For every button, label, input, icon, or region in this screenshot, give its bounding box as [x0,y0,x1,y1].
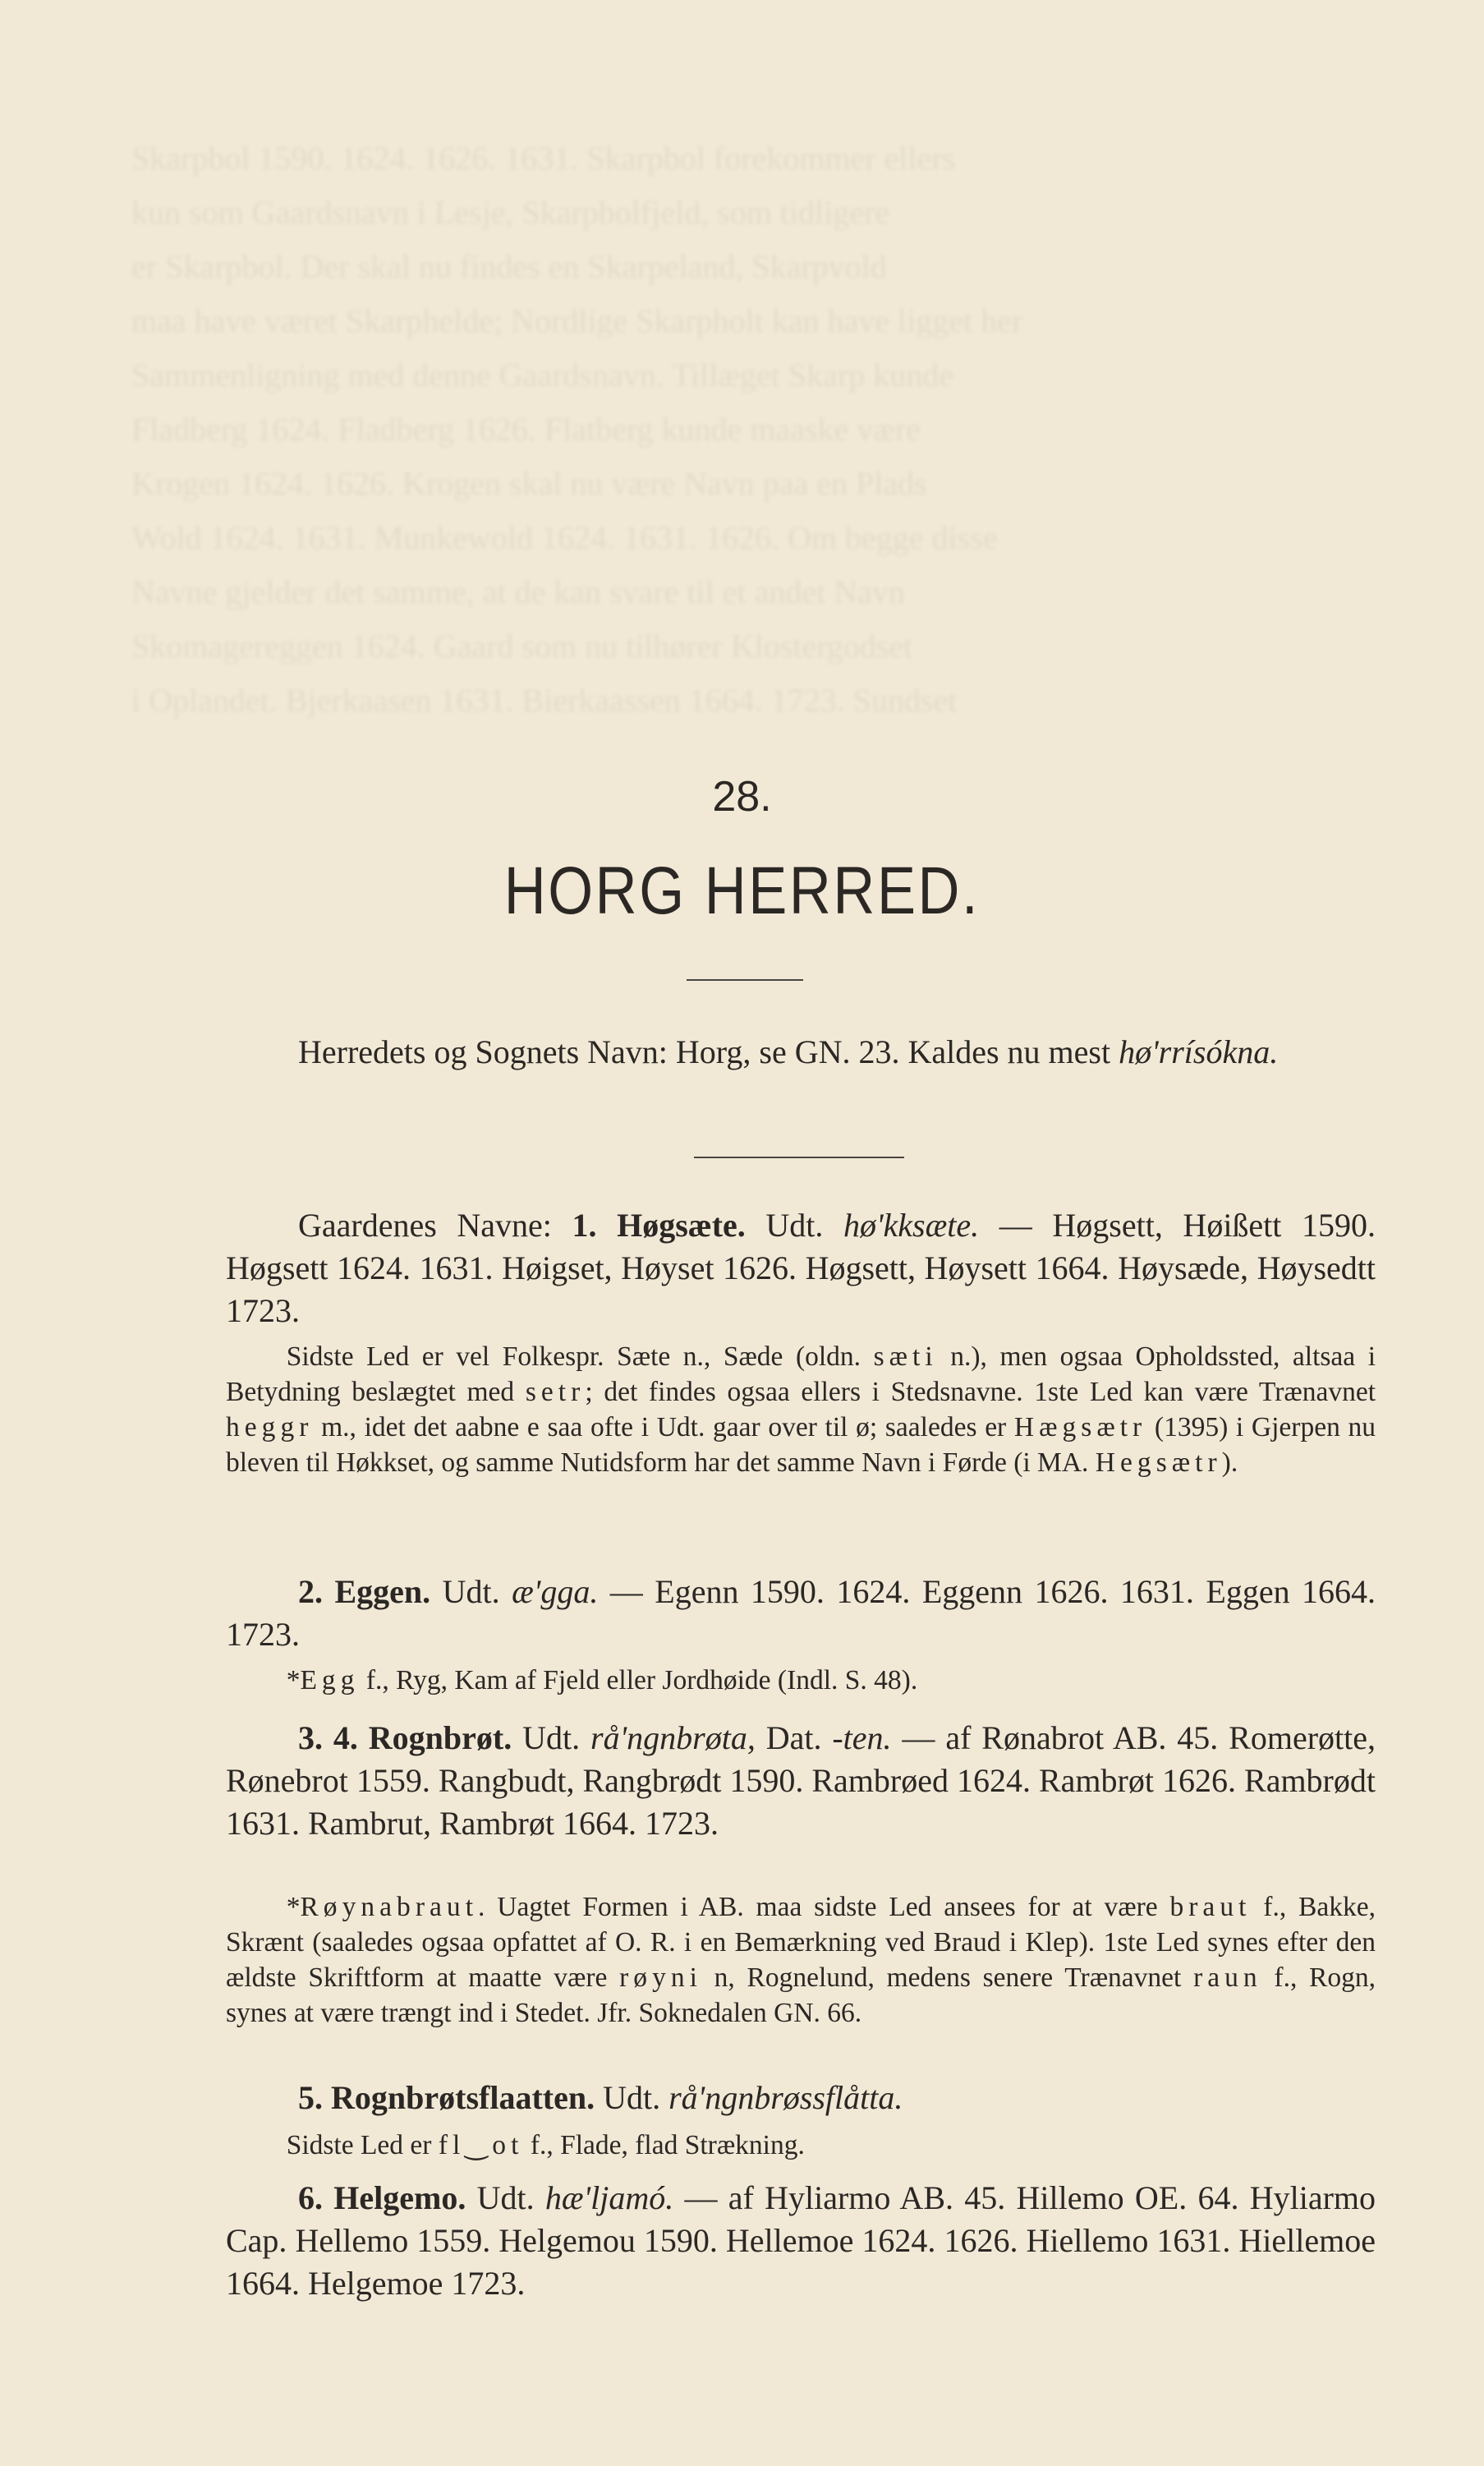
farm-name: Høgsæte. [617,1207,746,1244]
historic-forms: — Høgsett, Høißett 1590. Høgsett 1624. 1631. Høigset, Høyset 1626. Høgsett, Høysett 1664. Høysæde, Høysedtt 1723. [226,1207,1376,1329]
udt-label: Udt. [476,2179,535,2216]
section-divider [694,1157,904,1158]
entry-number: 2. [298,1573,323,1610]
spaced-term: Hægsætr [1013,1412,1147,1442]
udt-label: Udt. [522,1719,581,1756]
farm-name: Rognbrøt. [368,1719,512,1756]
intro-label: Herredets og Sognets Navn: [298,1033,668,1070]
entry-1-note: Sidste Led er vel Folkespr. Sæte n., Sæde (oldn. sæti n.), men ogsaa Opholdssted, altsaa i Betydning beslægtet med setr; det findes ogsaa ellers i Stedsnavne. 1ste Led kan være Trænavnet heggr m., idet det aabne e saa ofte i Udt. gaar over til ø; saaledes er Hægsætr (1395) i Gjerpen nu bleven til Høkkset, og samme Nutidsform har det samme Navn i Førde (i MA. Hegsætr). [226,1341,1376,1478]
udt-label: Udt. [603,2079,661,2116]
entry-1-heading [226,1204,1376,1332]
dative-suffix: -ten. [832,1719,892,1756]
spaced-term: Hegsætr [1095,1447,1222,1478]
spaced-term: braut [1169,1892,1252,1922]
farms-label: Gaardenes Navne: [298,1207,552,1244]
spaced-term: sæti [873,1341,938,1372]
farm-pronunciation: rå'ngnbrøssflåtta. [668,2079,903,2116]
spaced-term: setr [525,1377,586,1407]
entry-2-heading [226,1571,1376,1656]
spaced-term: heggr [226,1412,314,1442]
historic-forms: — af Rønabrot AB. 45. Romerøtte, Rønebrot 1559. Rangbudt, Rangbrødt 1590. Rambrøed 1624. Rambrøt 1626. Rambrødt 1631. Rambrut, Rambrøt 1664. 1723. [226,1719,1376,1842]
entry-3-4-heading: 3. 4. Rognbrøt. Udt. rå'ngnbrøta, Dat. -ten. — af Rønabrot AB. 45. Romerøtte, Rønebrot 1559. Rangbudt, Rangbrødt 1590. Rambrøed 1624. Rambrøt 1626. Rambrødt 1631. Rambrut, Rambrøt 1664. 1723. [226,1719,1376,1842]
entry-5-heading [226,2077,1376,2119]
entry-5-note: Sidste Led er fl‿ot f., Flade, flad Strækning. [286,2130,805,2160]
entry-2-note: *Egg f., Ryg, Kam af Fjeld eller Jordhøide (Indl. S. 48). [286,1665,918,1695]
intro-pronunciation: hø'rrísókna. [1119,1033,1279,1070]
intro-paragraph [226,1031,1376,1074]
entry-number: 6. [298,2179,323,2216]
chapter-number: 28. [712,773,772,821]
farm-pronunciation: hæ'ljamó. [544,2179,674,2216]
entry-number: 3. 4. [298,1719,358,1756]
farm-name: Rognbrøtsflaatten. [331,2079,595,2116]
spaced-term: Røynabraut [300,1892,479,1922]
spaced-term: Egg [300,1665,360,1695]
farm-name: Eggen. [334,1573,431,1610]
entry-number: 1. [572,1207,597,1244]
farm-pronunciation: rå'ngnbrøta, [590,1719,756,1756]
bleed-through-text: Skarpbol 1590. 1624. 1626. 1631. Skarpbol forekommer ellers kun som Gaardsnavn i Lesje, Skarpbolfjeld, som tidligere er Skarpbol. Der skal nu findes en Skarpeland, Skarpvold maa have været Skarphelde; Nordlige Skarpholt kan have ligget her Sammenligning med denne Gaardsnavn. Tillæget Skarp kunde Fladberg 1624. Fladberg 1626. Flatberg kunde maaske være Krogen 1624. 1626. Krogen skal nu være Navn paa en Plads Wold 1624. 1631. Munkewold 1624. 1631. 1626. Om begge disse Navne gjelder det samme, at de kan svare til et andet Navn Skomagereggen 1624. Gaard som nu tilhører Klostergodset i Oplandet. Bjerkaasen 1631. Bierkaassen 1664. 1723. Sundset [131,140,1023,719]
spaced-term: fl‿ot [438,2130,524,2160]
intro-text: Horg, se GN. 23. Kaldes nu mest [675,1033,1111,1070]
farm-pronunciation: æ'gga. [512,1573,599,1610]
farm-name: Helgemo. [333,2179,466,2216]
entry-number: 5. [298,2079,323,2116]
spaced-term: røyni [619,1962,702,1993]
udt-label: Udt. [442,1573,500,1610]
historic-forms: — af Hyliarmo AB. 45. Hillemo OE. 64. Hyliarmo Cap. Hellemo 1559. Helgemou 1590. Hellemoe 1624. 1626. Hiellemo 1631. Hiellemoe 1664. Helgemoe 1723. [226,2179,1376,2302]
farm-pronunciation: hø'kksæte. [843,1207,980,1244]
historic-forms: — Egenn 1590. 1624. Eggenn 1626. 1631. Eggen 1664. 1723. [226,1573,1376,1653]
entry-6-heading [226,2177,1376,2305]
title-divider [687,979,803,981]
udt-label: Udt. [765,1207,824,1244]
chapter-title: HORG HERRED. [503,853,981,928]
spaced-term: raun [1193,1962,1262,1993]
entry-3-4-note: *Røynabraut. Uagtet Formen i AB. maa sidste Led ansees for at være braut f., Bakke, Skrænt (saaledes ogsaa opfattet af O. R. i en Bemærkning ved Braud i Klep). 1ste Led synes efter den ældste Skriftform at maatte være røyni n, Rognelund, medens senere Trænavnet raun f., Rogn, synes at være trængt ind i Stedet. Jfr. Soknedalen GN. 66. [226,1892,1376,2028]
